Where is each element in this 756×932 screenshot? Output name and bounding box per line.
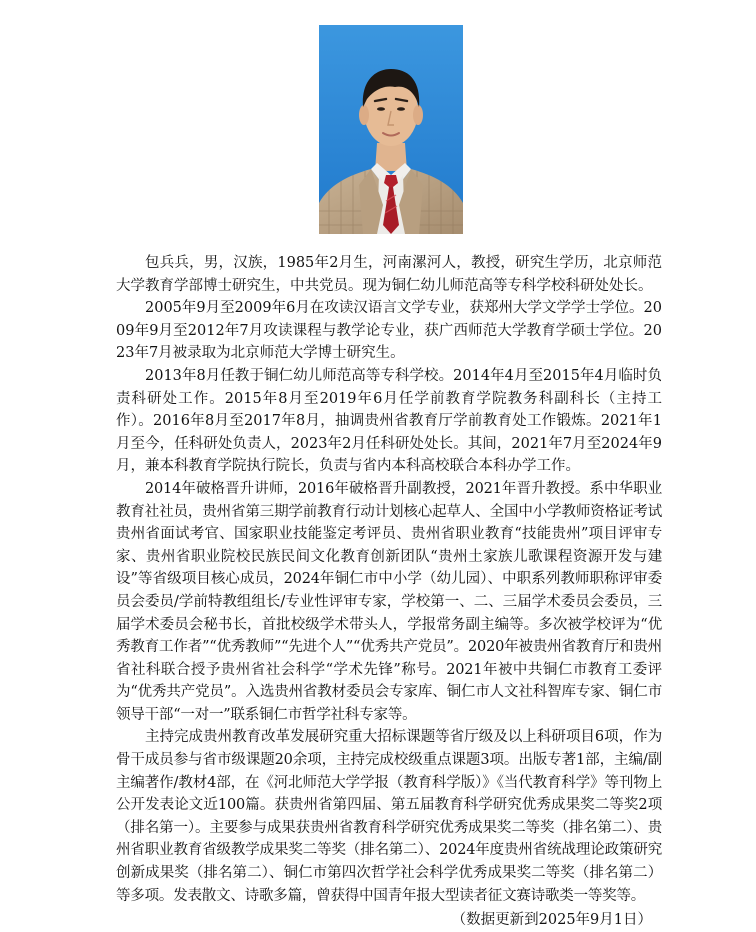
update-note: （数据更新到2025年9月1日） <box>451 912 652 929</box>
biography <box>116 252 662 932</box>
bio-paragraph-education: 2005年9月至2009年6月在攻读汉语言文学专业，获郑州大学文学学士学位。2009年9月至2012年7月攻读课程与教学论专业，获广西师范大学教育学硕士学位。2023年7月被录取为北京师范大学博士研究生。 <box>116 300 662 362</box>
bio-paragraph-research: 主持完成贵州教育改革发展研究重大招标课题等省厅级及以上科研项目6项，作为骨干成员参与省市级课题20余项，主持完成校级重点课题3项。出版专著1部，主编/副主编著作/教材4部，在《河北师范大学学报（教育科学版）》《当代教育科学》等刊物上公开发表论文近100篇。获贵州省第四届、第五届教育科学研究优秀成果奖二等奖2项（排名第一）。主要参与成果获贵州省教育科学研究优秀成果奖二等奖（排名第二）、贵州省职业教育省级教学成果奖二等奖（排名第二）、2024年度贵州省统战理论政策研究创新成果奖（排名第二）、铜仁市第四次哲学社会科学优秀成果奖二等奖（排名第二）等多项。发表散文、诗歌多篇，曾获得中国青年报大型读者征文赛诗歌类一等奖等。 <box>116 729 662 904</box>
bio-paragraph-intro: 包兵兵，男，汉族，1985年2月生，河南漯河人，教授，研究生学历，北京师范大学教育学部博士研究生，中共党员。现为铜仁幼儿师范高等专科学校科研处处长。 <box>116 255 662 294</box>
bio-paragraph-career: 2013年8月任教于铜仁幼儿师范高等专科学校。2014年4月至2015年4月临时负责科研处工作。2015年8月至2019年6月任学前教育学院教务科副科长（主持工作）。2016年8月至2017年8月，抽调贵州省教育厅学前教育处工作锻炼。2021年1月至今，任科研处负责人，2023年2月任科研处处长。其间，2021年7月至2024年9月，兼本科教育学院执行院长，负责与省内本科高校联合本科办学工作。 <box>116 367 662 475</box>
portrait-illustration <box>319 25 463 234</box>
bio-paragraph-titles: 2014年破格晋升讲师，2016年破格晋升副教授，2021年晋升教授。系中华职业教育社社员，贵州省第三期学前教育行动计划核心起草人、全国中小学教师资格证考试贵州省面试考官、国家职业技能鉴定考评员、贵州省职业教育“技能贵州”项目评审专家、贵州省职业院校民族民间文化教育创新团队“贵州土家族儿歌课程资源开发与建设”等省级项目核心成员，2024年铜仁市中小学（幼儿园）、中职系列教师职称评审委员会委员/学前特教组组长/专业性评审专家，学校第一、二、三届学术委员会委员，三届学术委员会秘书长，首批校级学术带头人，学报常务副主编等。多次被学校评为“优秀教育工作者”“优秀教师”“先进个人”“优秀共产党员”。2020年被贵州省教育厅和贵州省社科联合授予贵州省社会科学“学术先锋”称号。2021年被中共铜仁市教育工委评为“优秀共产党员”。入选贵州省教材委员会专家库、铜仁市人文社科智库专家、铜仁市领导干部“一对一”联系铜仁市哲学社科专家等。 <box>116 480 662 723</box>
portrait-photo <box>319 25 463 234</box>
